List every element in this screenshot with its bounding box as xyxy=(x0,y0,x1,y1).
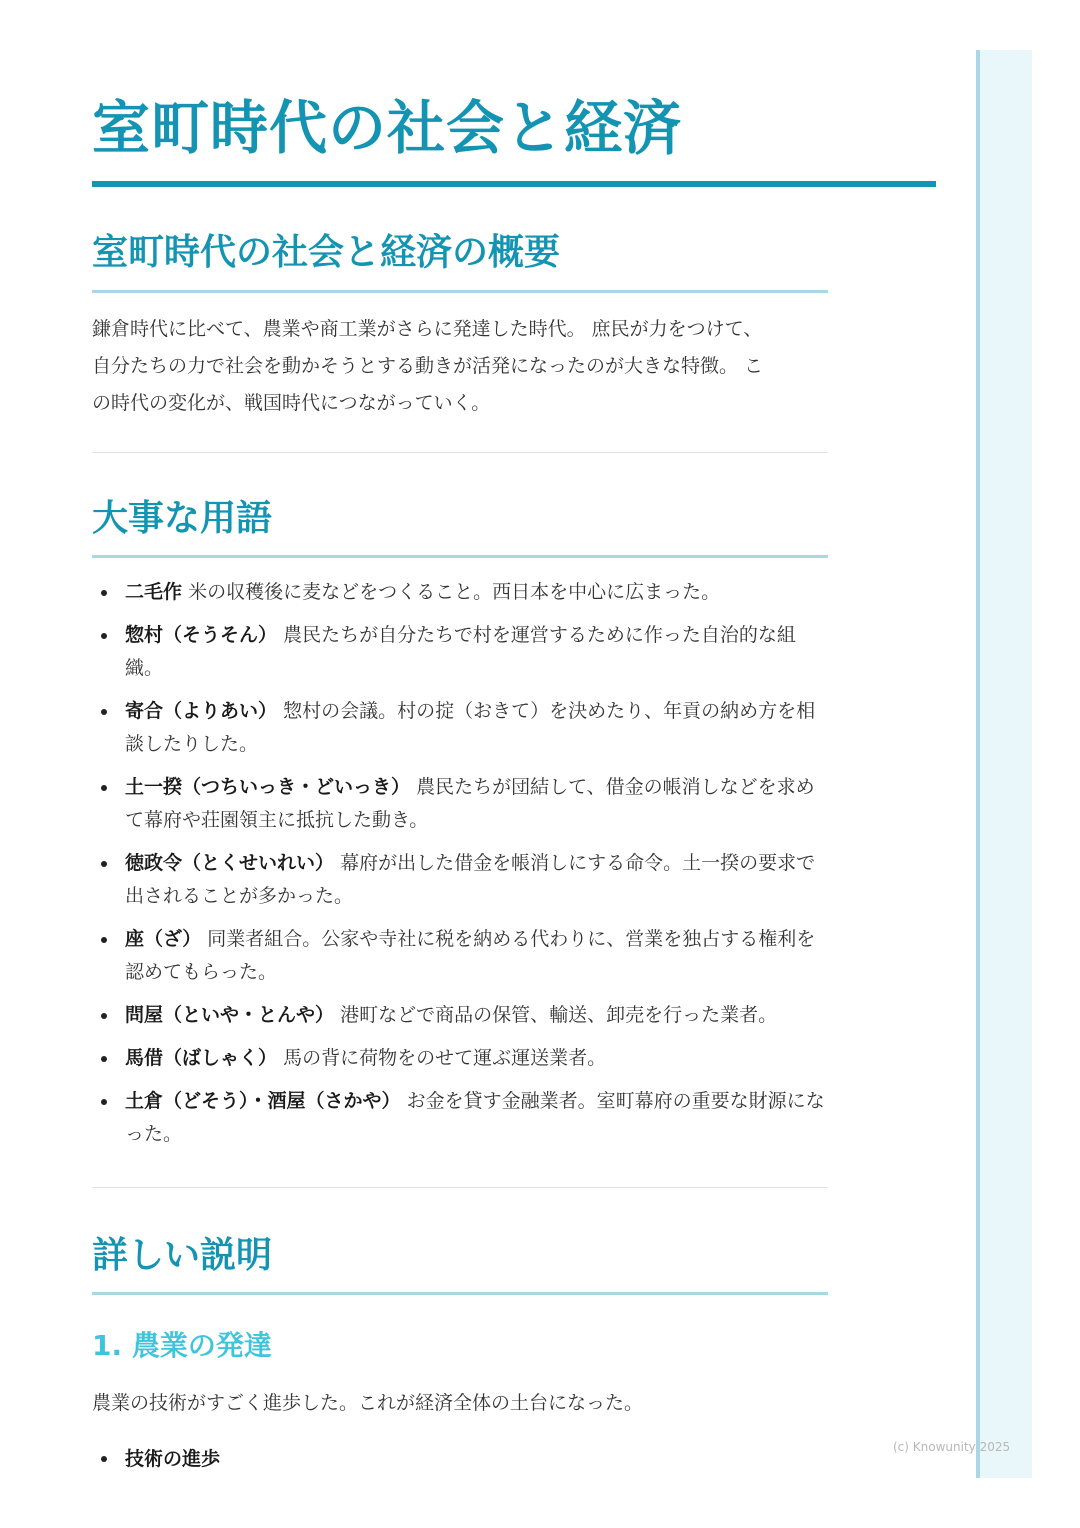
list-item xyxy=(92,847,832,913)
term-description: 馬の背に荷物をのせて運ぶ運送業者。 xyxy=(283,1047,607,1069)
copyright-text: (c) Knowunity 2025 xyxy=(893,1440,1011,1454)
term-name: 徳政令（とくせいれい） xyxy=(125,852,335,874)
terms-list xyxy=(92,576,832,1161)
page-title: 室町時代の社会と経済 xyxy=(92,94,683,162)
section-separator xyxy=(92,1187,828,1188)
agriculture-paragraph: 農業の技術がすごく進歩した。これが経済全体の土台になった。 xyxy=(92,1392,644,1414)
terms-heading-rule xyxy=(92,555,828,558)
term-name: 土一揆（つちいっき・どいっき） xyxy=(125,776,411,798)
term-name: 馬借（ばしゃく） xyxy=(125,1047,278,1069)
terms-heading: 大事な用語 xyxy=(92,498,273,539)
overview-heading: 室町時代の社会と経済の概要 xyxy=(92,232,561,273)
term-description: 米の収穫後に麦などをつくること。西日本を中心に広まった。 xyxy=(188,581,721,603)
details-heading: 詳しい説明 xyxy=(92,1235,273,1276)
term-name: 二毛作 xyxy=(125,581,183,603)
agriculture-bullets xyxy=(92,1443,220,1475)
overview-heading-rule xyxy=(92,290,828,293)
term-name: 惣村（そうそん） xyxy=(125,624,278,646)
list-item xyxy=(92,999,832,1032)
term-name: 土倉（どそう）・酒屋（さかや） xyxy=(125,1090,401,1112)
overview-line: 鎌倉時代に比べて、農業や商工業がさらに発達した時代。 庶民が力をつけて、 xyxy=(92,318,763,340)
list-item xyxy=(92,923,832,989)
list-item xyxy=(92,576,832,609)
side-margin-bar xyxy=(976,50,1032,1478)
details-heading-rule xyxy=(92,1292,828,1295)
term-description: 港町などで商品の保管、輸送、卸売を行った業者。 xyxy=(340,1004,778,1026)
title-divider xyxy=(92,181,936,187)
term-name: 寄合（よりあい） xyxy=(125,700,278,722)
agriculture-subheading: 1. 農業の発達 xyxy=(92,1329,272,1362)
term-description: お金を貸す金融業者。室町幕府の重要な財源になった。 xyxy=(125,1090,825,1145)
section-separator xyxy=(92,452,828,453)
term-description: 農民たちが団結して、借金の帳消しなどを求めて幕府や荘園領主に抵抗した動き。 xyxy=(125,776,815,831)
term-name: 座（ざ） xyxy=(125,928,202,950)
list-item xyxy=(92,1042,832,1075)
term-description: 同業者組合。公家や寺社に税を納める代わりに、営業を独占する権利を認めてもらった。 xyxy=(125,928,816,983)
overview-line: の時代の変化が、戦国時代につながっていく。 xyxy=(92,392,491,414)
term-description: 幕府が出した借金を帳消しにする命令。土一揆の要求で出されることが多かった。 xyxy=(125,852,816,907)
term-name: 問屋（といや・とんや） xyxy=(125,1004,335,1026)
list-item xyxy=(92,771,832,837)
overview-line: 自分たちの力で社会を動かそうとする動きが活発になったのが大きな特徴。 こ xyxy=(92,355,764,377)
list-item xyxy=(92,1085,832,1151)
overview-paragraph xyxy=(92,311,832,422)
list-item xyxy=(92,695,832,761)
list-item xyxy=(92,619,832,685)
list-item: 技術の進歩 xyxy=(92,1443,220,1475)
term-description: 農民たちが自分たちで村を運営するために作った自治的な組織。 xyxy=(125,624,796,679)
term-description: 惣村の会議。村の掟（おきて）を決めたり、年貢の納め方を相談したりした。 xyxy=(125,700,816,755)
